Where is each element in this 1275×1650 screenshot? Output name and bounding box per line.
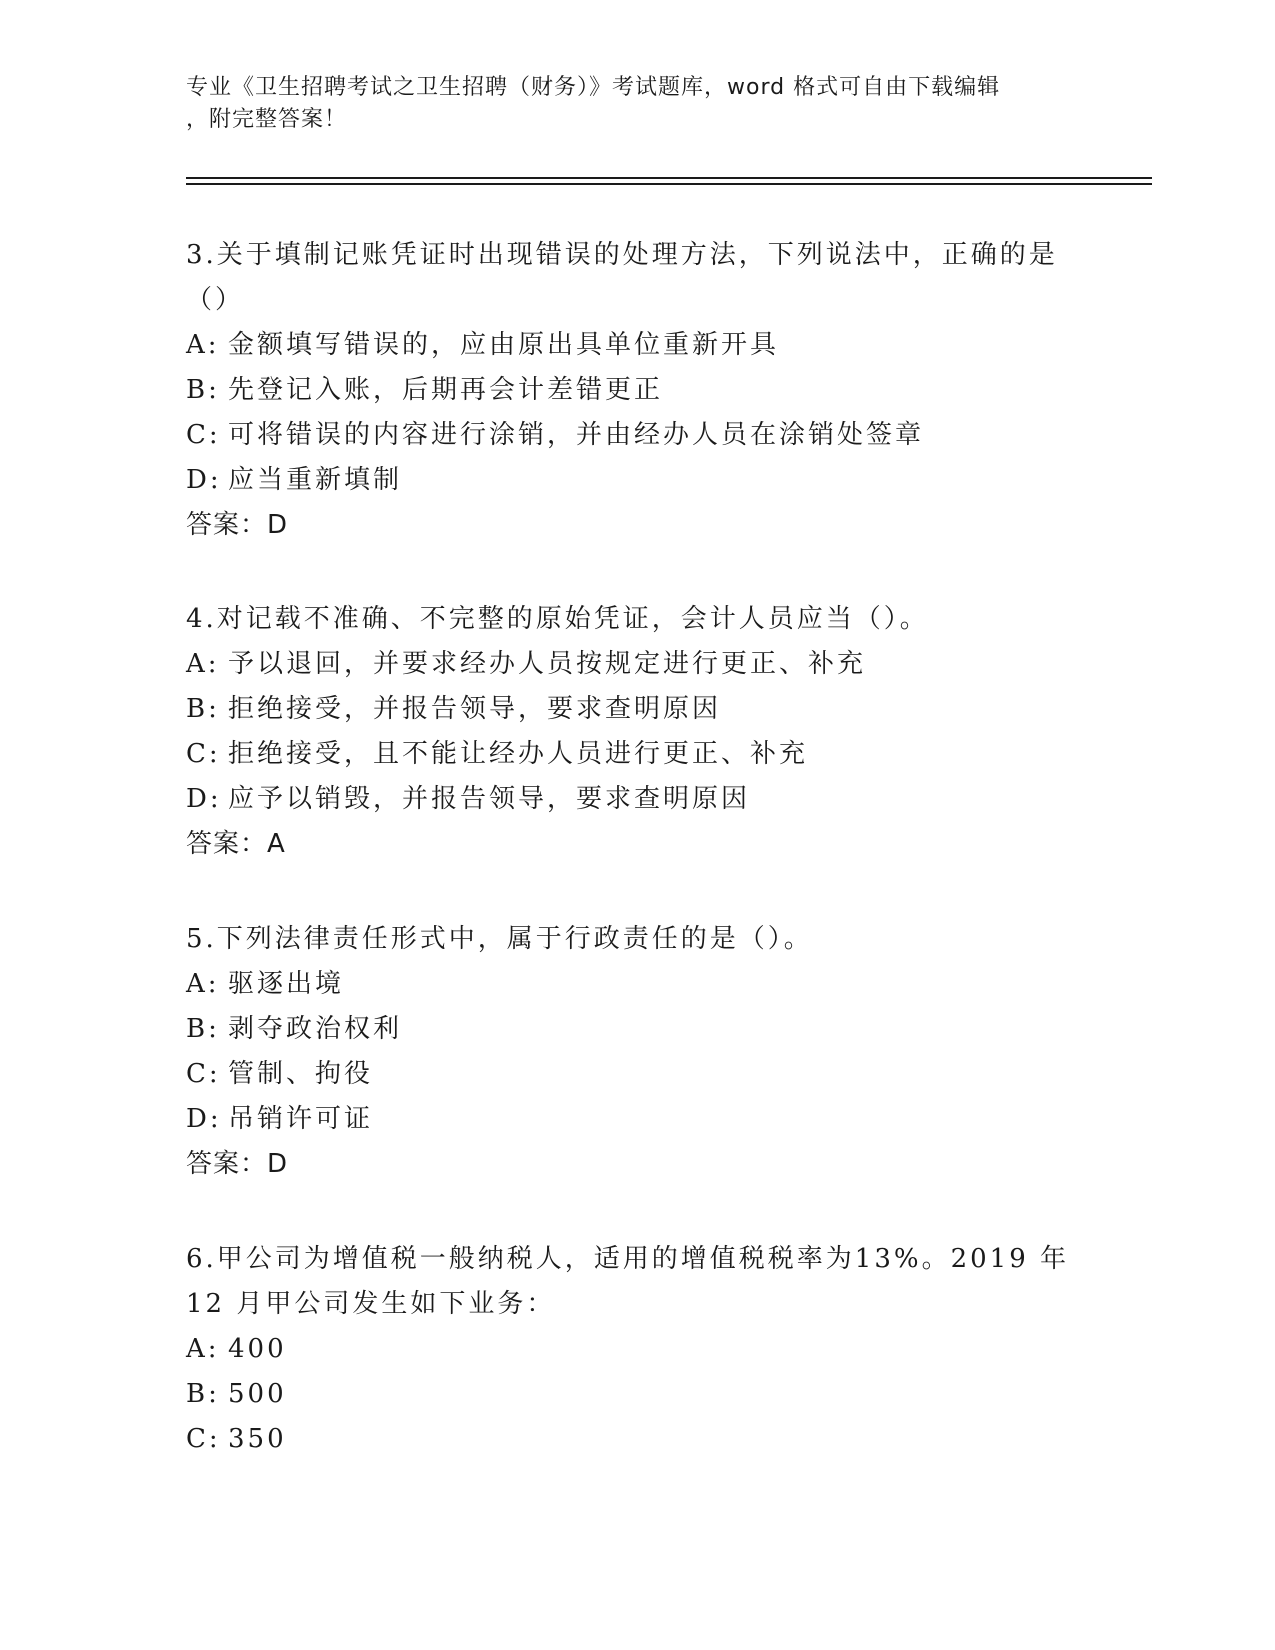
header-line-2: ，附完整答案！ [186, 107, 348, 132]
option-text: 剥夺政治权利 [228, 1014, 403, 1044]
option-key: A: [186, 969, 220, 999]
question-text: 6.甲公司为增值税一般纳税人，适用的增值税税率为13%。2019 年 12 月甲公司发生如下业务： [186, 1244, 1070, 1319]
option-text: 拒绝接受，且不能让经办人员进行更正、补充 [228, 739, 809, 769]
option-a [186, 323, 1086, 368]
option-b [186, 1007, 1086, 1052]
question-5 [186, 917, 1086, 1187]
option-d [186, 458, 1086, 503]
option-a [186, 642, 1086, 687]
option-key: D: [186, 784, 222, 814]
option-text: 可将错误的内容进行涂销，并由经办人员在涂销处签章 [228, 420, 925, 450]
option-text: 应当重新填制 [228, 465, 403, 495]
option-b [186, 1372, 1086, 1417]
option-b [186, 687, 1086, 732]
option-key: D: [186, 1104, 222, 1134]
option-a [186, 962, 1086, 1007]
option-d [186, 777, 1086, 822]
option-text: 驱逐出境 [228, 969, 345, 999]
option-key: B: [186, 375, 220, 405]
option-text: 金额填写错误的，应由原出具单位重新开具 [228, 330, 780, 360]
header-line-1: 专业《卫生招聘考试之卫生招聘（财务）》考试题库，word 格式可自由下载编辑 [186, 75, 1001, 100]
option-c [186, 413, 1086, 458]
option-key: A: [186, 649, 220, 679]
option-key: C: [186, 739, 221, 769]
header-divider-top [186, 177, 1152, 179]
question-text: 3.关于填制记账凭证时出现错误的处理方法，下列说法中，正确的是（） [186, 240, 1058, 315]
option-key: D: [186, 465, 222, 495]
answer-label: 答案：A [186, 829, 286, 859]
option-key: B: [186, 1014, 220, 1044]
option-key: B: [186, 694, 220, 724]
option-text: 拒绝接受，并报告领导，要求查明原因 [228, 694, 722, 724]
option-c [186, 1052, 1086, 1097]
answer-label: 答案：D [186, 510, 289, 540]
option-text: 管制、拘役 [228, 1059, 374, 1089]
document-header [186, 72, 1086, 136]
option-key: A: [186, 1334, 220, 1364]
option-key: A: [186, 330, 220, 360]
option-key: B: [186, 1379, 220, 1409]
option-text: 350 [228, 1424, 287, 1454]
option-text: 先登记入账，后期再会计差错更正 [228, 375, 664, 405]
question-3 [186, 233, 1086, 548]
option-c [186, 732, 1086, 777]
header-divider-bottom [186, 183, 1152, 185]
option-d [186, 1097, 1086, 1142]
option-key: C: [186, 420, 221, 450]
option-key: C: [186, 1059, 221, 1089]
option-text: 应予以销毁，并报告领导，要求查明原因 [228, 784, 751, 814]
option-b [186, 368, 1086, 413]
option-a [186, 1327, 1086, 1372]
option-text: 400 [228, 1334, 287, 1364]
question-text: 5.下列法律责任形式中，属于行政责任的是（）。 [186, 924, 813, 954]
option-key: C: [186, 1424, 221, 1454]
question-6 [186, 1237, 1086, 1462]
question-4 [186, 597, 1086, 867]
answer-label: 答案：D [186, 1149, 289, 1179]
option-c [186, 1417, 1086, 1462]
question-text: 4.对记载不准确、不完整的原始凭证，会计人员应当（）。 [186, 604, 929, 634]
option-text: 予以退回，并要求经办人员按规定进行更正、补充 [228, 649, 867, 679]
option-text: 500 [228, 1379, 287, 1409]
option-text: 吊销许可证 [228, 1104, 374, 1134]
